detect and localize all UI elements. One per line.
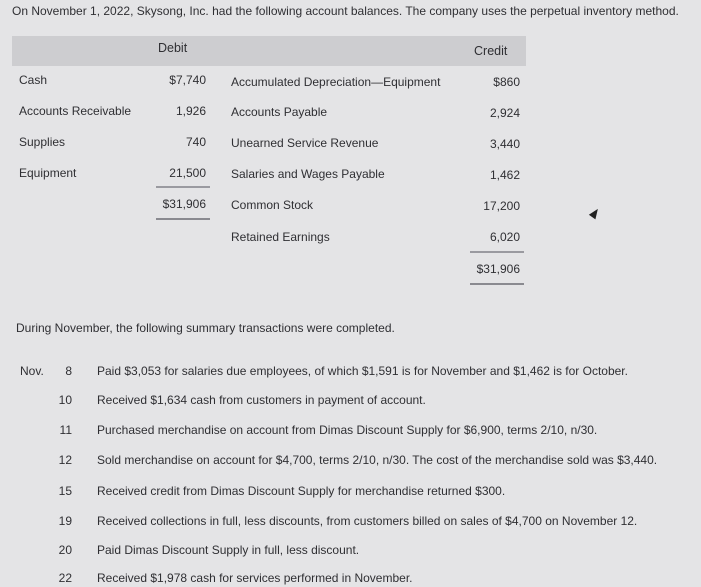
credit-account-name: Accounts Payable	[231, 105, 328, 119]
table-header-bar	[12, 36, 526, 66]
credit-header: Credit	[474, 44, 508, 58]
transaction-day: 12	[58, 453, 72, 467]
debit-account-amount: 740	[185, 135, 206, 149]
transaction-description: Received credit from Dimas Discount Supply for merchandise returned $300.	[97, 484, 506, 498]
credit-total: $31,906	[476, 262, 520, 276]
transaction-day: 11	[59, 423, 72, 437]
debit-total-underline	[156, 218, 210, 220]
credit-account-amount: 2,924	[489, 106, 520, 120]
debit-account-name: Equipment	[19, 166, 77, 180]
credit-account-amount: 17,200	[483, 199, 520, 213]
debit-account-name: Accounts Receivable	[19, 104, 132, 118]
credit-account-name: Common Stock	[231, 198, 314, 212]
debit-account-name: Cash	[19, 73, 48, 87]
debit-account-amount: $7,740	[169, 73, 206, 87]
transaction-day: 10	[58, 393, 72, 407]
debit-header: Debit	[158, 41, 188, 55]
credit-account-amount: 6,020	[489, 230, 520, 244]
transaction-day: 19	[58, 514, 72, 528]
transaction-day: 15	[58, 484, 72, 498]
credit-subtotal-rule	[470, 251, 524, 253]
transaction-description: Paid $3,053 for salaries due employees, of which $1,591 is for November and $1,462 is for October.	[97, 364, 628, 378]
credit-account-name: Salaries and Wages Payable	[231, 167, 385, 181]
debit-subtotal-rule	[156, 186, 210, 188]
transaction-description: Purchased merchandise on account from Dimas Discount Supply for $6,900, terms 2/10, n/30.	[97, 423, 598, 437]
intro-text: On November 1, 2022, Skysong, Inc. had the following account balances. The company uses the perpetual inventory method.	[12, 4, 679, 18]
transaction-description: Sold merchandise on account for $4,700, terms 2/10, n/30. The cost of the merchandise sold was $3,440.	[97, 453, 658, 467]
mouse-cursor-icon	[589, 207, 601, 220]
transaction-description: Received $1,978 cash for services performed in November.	[97, 571, 413, 585]
transactions-intro: During November, the following summary transactions were completed.	[16, 321, 395, 335]
transaction-day: 8	[65, 364, 72, 378]
debit-total: $31,906	[162, 197, 206, 211]
credit-account-name: Unearned Service Revenue	[231, 136, 379, 150]
transaction-month: Nov.	[20, 364, 44, 378]
transaction-description: Received $1,634 cash from customers in payment of account.	[97, 393, 426, 407]
credit-account-name: Retained Earnings	[231, 230, 330, 244]
credit-account-amount: $860	[493, 75, 520, 89]
transaction-description: Paid Dimas Discount Supply in full, less discount.	[97, 543, 360, 557]
debit-account-amount: 1,926	[175, 104, 206, 118]
credit-account-name: Accumulated Depreciation—Equipment	[231, 75, 441, 89]
debit-account-amount: 21,500	[169, 166, 206, 180]
credit-total-underline	[470, 283, 524, 285]
debit-account-name: Supplies	[19, 135, 66, 149]
credit-account-amount: 3,440	[489, 137, 520, 151]
credit-account-amount: 1,462	[489, 168, 520, 182]
transaction-day: 20	[58, 543, 72, 557]
transaction-day: 22	[58, 571, 72, 585]
transaction-description: Received collections in full, less discounts, from customers billed on sales of $4,700 on November 12.	[97, 514, 638, 528]
